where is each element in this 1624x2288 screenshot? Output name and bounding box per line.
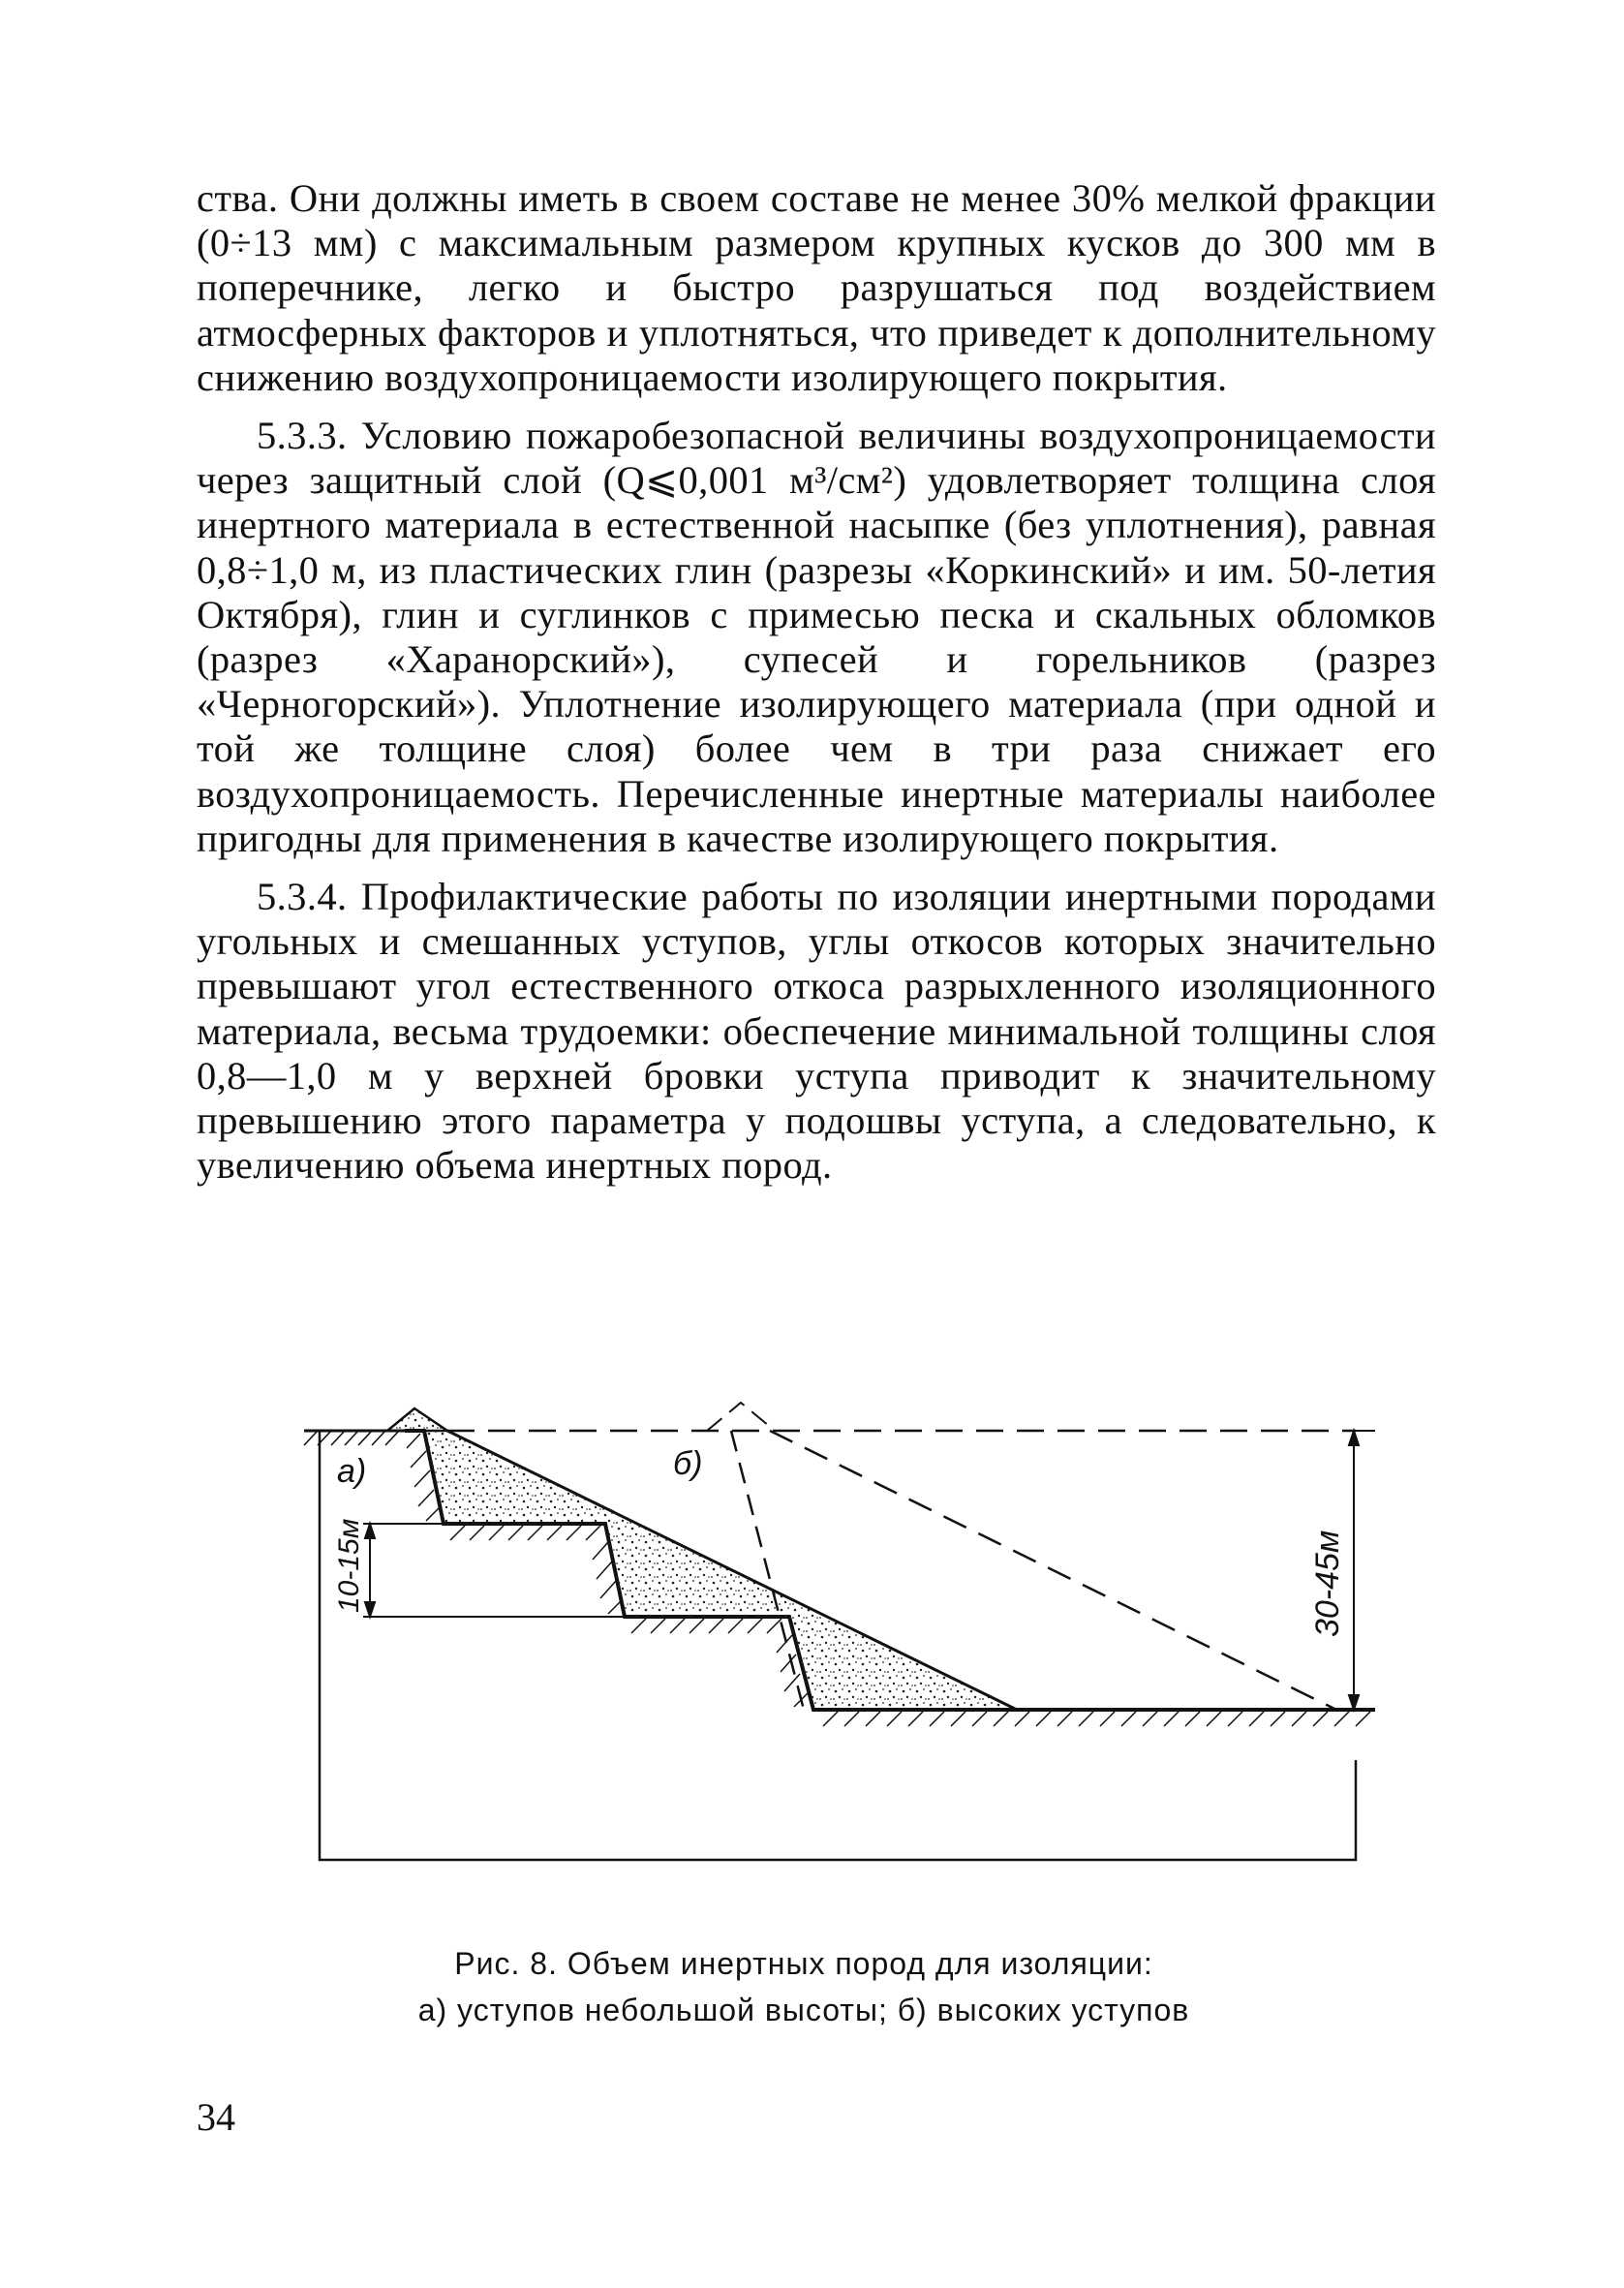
page-number: 34 [197,2095,235,2139]
caption-line-2: а) уступов небольшой высоты; б) высоких уступов [417,1993,1190,2027]
dimension-large [1346,1431,1375,1710]
body-text [197,176,1436,1188]
dimension-large-label: 30-45м [1309,1530,1346,1637]
dimension-small-label: 10-15м [333,1518,365,1613]
paragraph-5-3-3: 5.3.3. Условию пожаробезопасной величины воздухопроницаемости через защитный слой (Q⩽0,001 м³/см²) удовлетворяет толщина слоя инертного материала в естественной насыпке (без уплотнения), равная 0,8÷1,0 м, из пластических глин (разрезы «Коркинский» и им. 50-летия Октября), глин и суглинков с примесью песка и скальных обломков (разрез «Харанорский»), супесей и горельников (разрез «Черногорский»). Уплотнение изолирующего материала (при одной и той же толщине слоя) более чем в три раза снижает его воздухопроницаемость. Перечисленные инертные материалы наиболее пригодны для применения в качестве изолирующего покрытия. [197,414,1436,860]
caption-line-1: Рис. 8. Объем инертных пород для изоляции: [454,1946,1153,1981]
bench-diagram [291,1376,1394,1918]
paragraph-5-3-4: 5.3.4. Профилактические работы по изоляции инертными породами угольных и смешанных уступов, углы откосов которых значительно превышают угол естественного откоса разрыхленного изоляционного материала, весьма трудоемки: обеспечение минимальной толщины слоя 0,8—1,0 м у верхней бровки уступа приводит к значительному превышению этого параметра у подошвы уступа, а следовательно, к увеличению объема инертных пород. [197,875,1436,1188]
figure-8 [291,1376,1394,1918]
inert-layer [424,1431,1017,1710]
figure-caption [291,1940,1317,2033]
dashed-mound [707,1403,775,1431]
dimension-small [363,1524,625,1617]
inert-layer-slope [447,1431,1017,1710]
label-b: б) [673,1445,703,1482]
paragraph-continued: ства. Они должны иметь в своем составе не менее 30% мелкой фракции (0÷13 мм) с максимальным размером крупных кусков до 300 мм в поперечнике, легко и быстро разрушаться под воздействием атмосферных факторов и уплотняться, что приведет к дополнительному снижению воздухопроницаемости изолирующего покрытия. [197,176,1436,399]
label-a: а) [337,1453,367,1490]
inert-layer-top-mound [387,1408,447,1431]
dashed-face-high [731,1431,804,1710]
